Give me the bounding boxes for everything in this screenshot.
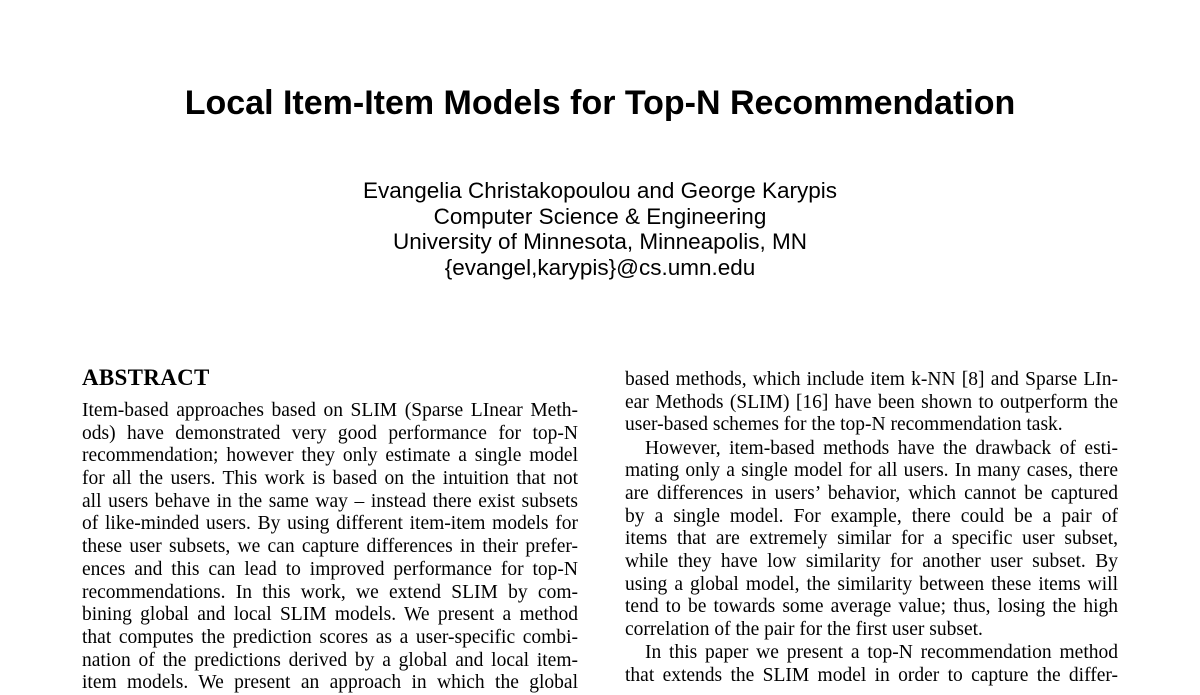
body-line: However, item-based methods have the drawback of esti-	[645, 437, 1118, 459]
body-line: that extends the SLIM model in order to capture the differ-	[625, 664, 1118, 686]
intro-paragraph	[625, 369, 1118, 437]
author-names: Evangelia Christakopoulou and George Karypis	[362, 178, 838, 203]
body-line: are differences in users’ behavior, which cannot be captured	[625, 482, 1118, 504]
abstract-line: ods) have demonstrated very good performance for top-N	[82, 422, 578, 444]
left-column	[82, 364, 578, 695]
abstract-line: these user subsets, we can capture differences in their prefer-	[82, 536, 578, 558]
abstract-line: nation of the predictions derived by a global and local item-	[82, 649, 578, 671]
body-line: based methods, which include item k-NN [8] and Sparse LIn-	[625, 369, 1118, 390]
abstract-line: recommendations. In this work, we extend SLIM by com-	[82, 581, 578, 603]
body-line: while they have low similarity for another user subset. By	[625, 551, 1118, 572]
body-line: ear Methods (SLIM) [16] have been shown to outperform the	[625, 391, 1118, 413]
body-line: user-based schemes for the top-N recommendation task.	[625, 414, 1063, 436]
paper-title: Local Item-Item Models for Top-N Recommendation	[184, 84, 1016, 122]
abstract-line: bining global and local SLIM models. We present a method	[82, 604, 578, 626]
abstract-line: item models. We present an approach in which the global	[82, 672, 578, 694]
abstract-line: of like-minded users. By using different item-item models for	[82, 513, 578, 535]
intro-paragraph	[625, 438, 1118, 642]
abstract-heading: ABSTRACT	[82, 365, 210, 390]
author-department: Computer Science & Engineering	[433, 203, 767, 229]
author-university: University of Minnesota, Minneapolis, MN	[393, 229, 807, 254]
body-line: tend to be towards some average value; thus, losing the high	[625, 596, 1118, 618]
abstract-line: ences and this can lead to improved performance for top-N	[82, 558, 578, 580]
abstract-line: recommendation; however they only estimate a single model	[82, 445, 578, 467]
body-line: by a single model. For example, there could be a pair of	[625, 505, 1118, 527]
abstract-line: all users behave in the same way – instead there exist subsets	[82, 490, 578, 512]
body-line: using a global model, the similarity between these items will	[625, 573, 1118, 595]
abstract-body	[82, 400, 578, 695]
body-line: In this paper we present a top-N recommendation method	[645, 642, 1118, 664]
abstract-line: for all the users. This work is based on the intuition that not	[82, 468, 578, 490]
body-line: mating only a single model for all users. In many cases, there	[625, 460, 1118, 482]
intro-paragraph	[625, 642, 1118, 687]
right-column	[625, 369, 1118, 688]
abstract-line: Item-based approaches based on SLIM (Sparse LInear Meth-	[82, 400, 578, 421]
body-line: items that are extremely similar for a specific user subset,	[625, 528, 1118, 550]
author-block	[0, 178, 1200, 280]
body-line: correlation of the pair for the first user subset.	[625, 619, 983, 641]
abstract-line: that computes the prediction scores as a user-specific combi-	[82, 626, 578, 648]
author-email: {evangel,karypis}@cs.umn.edu	[444, 254, 756, 280]
